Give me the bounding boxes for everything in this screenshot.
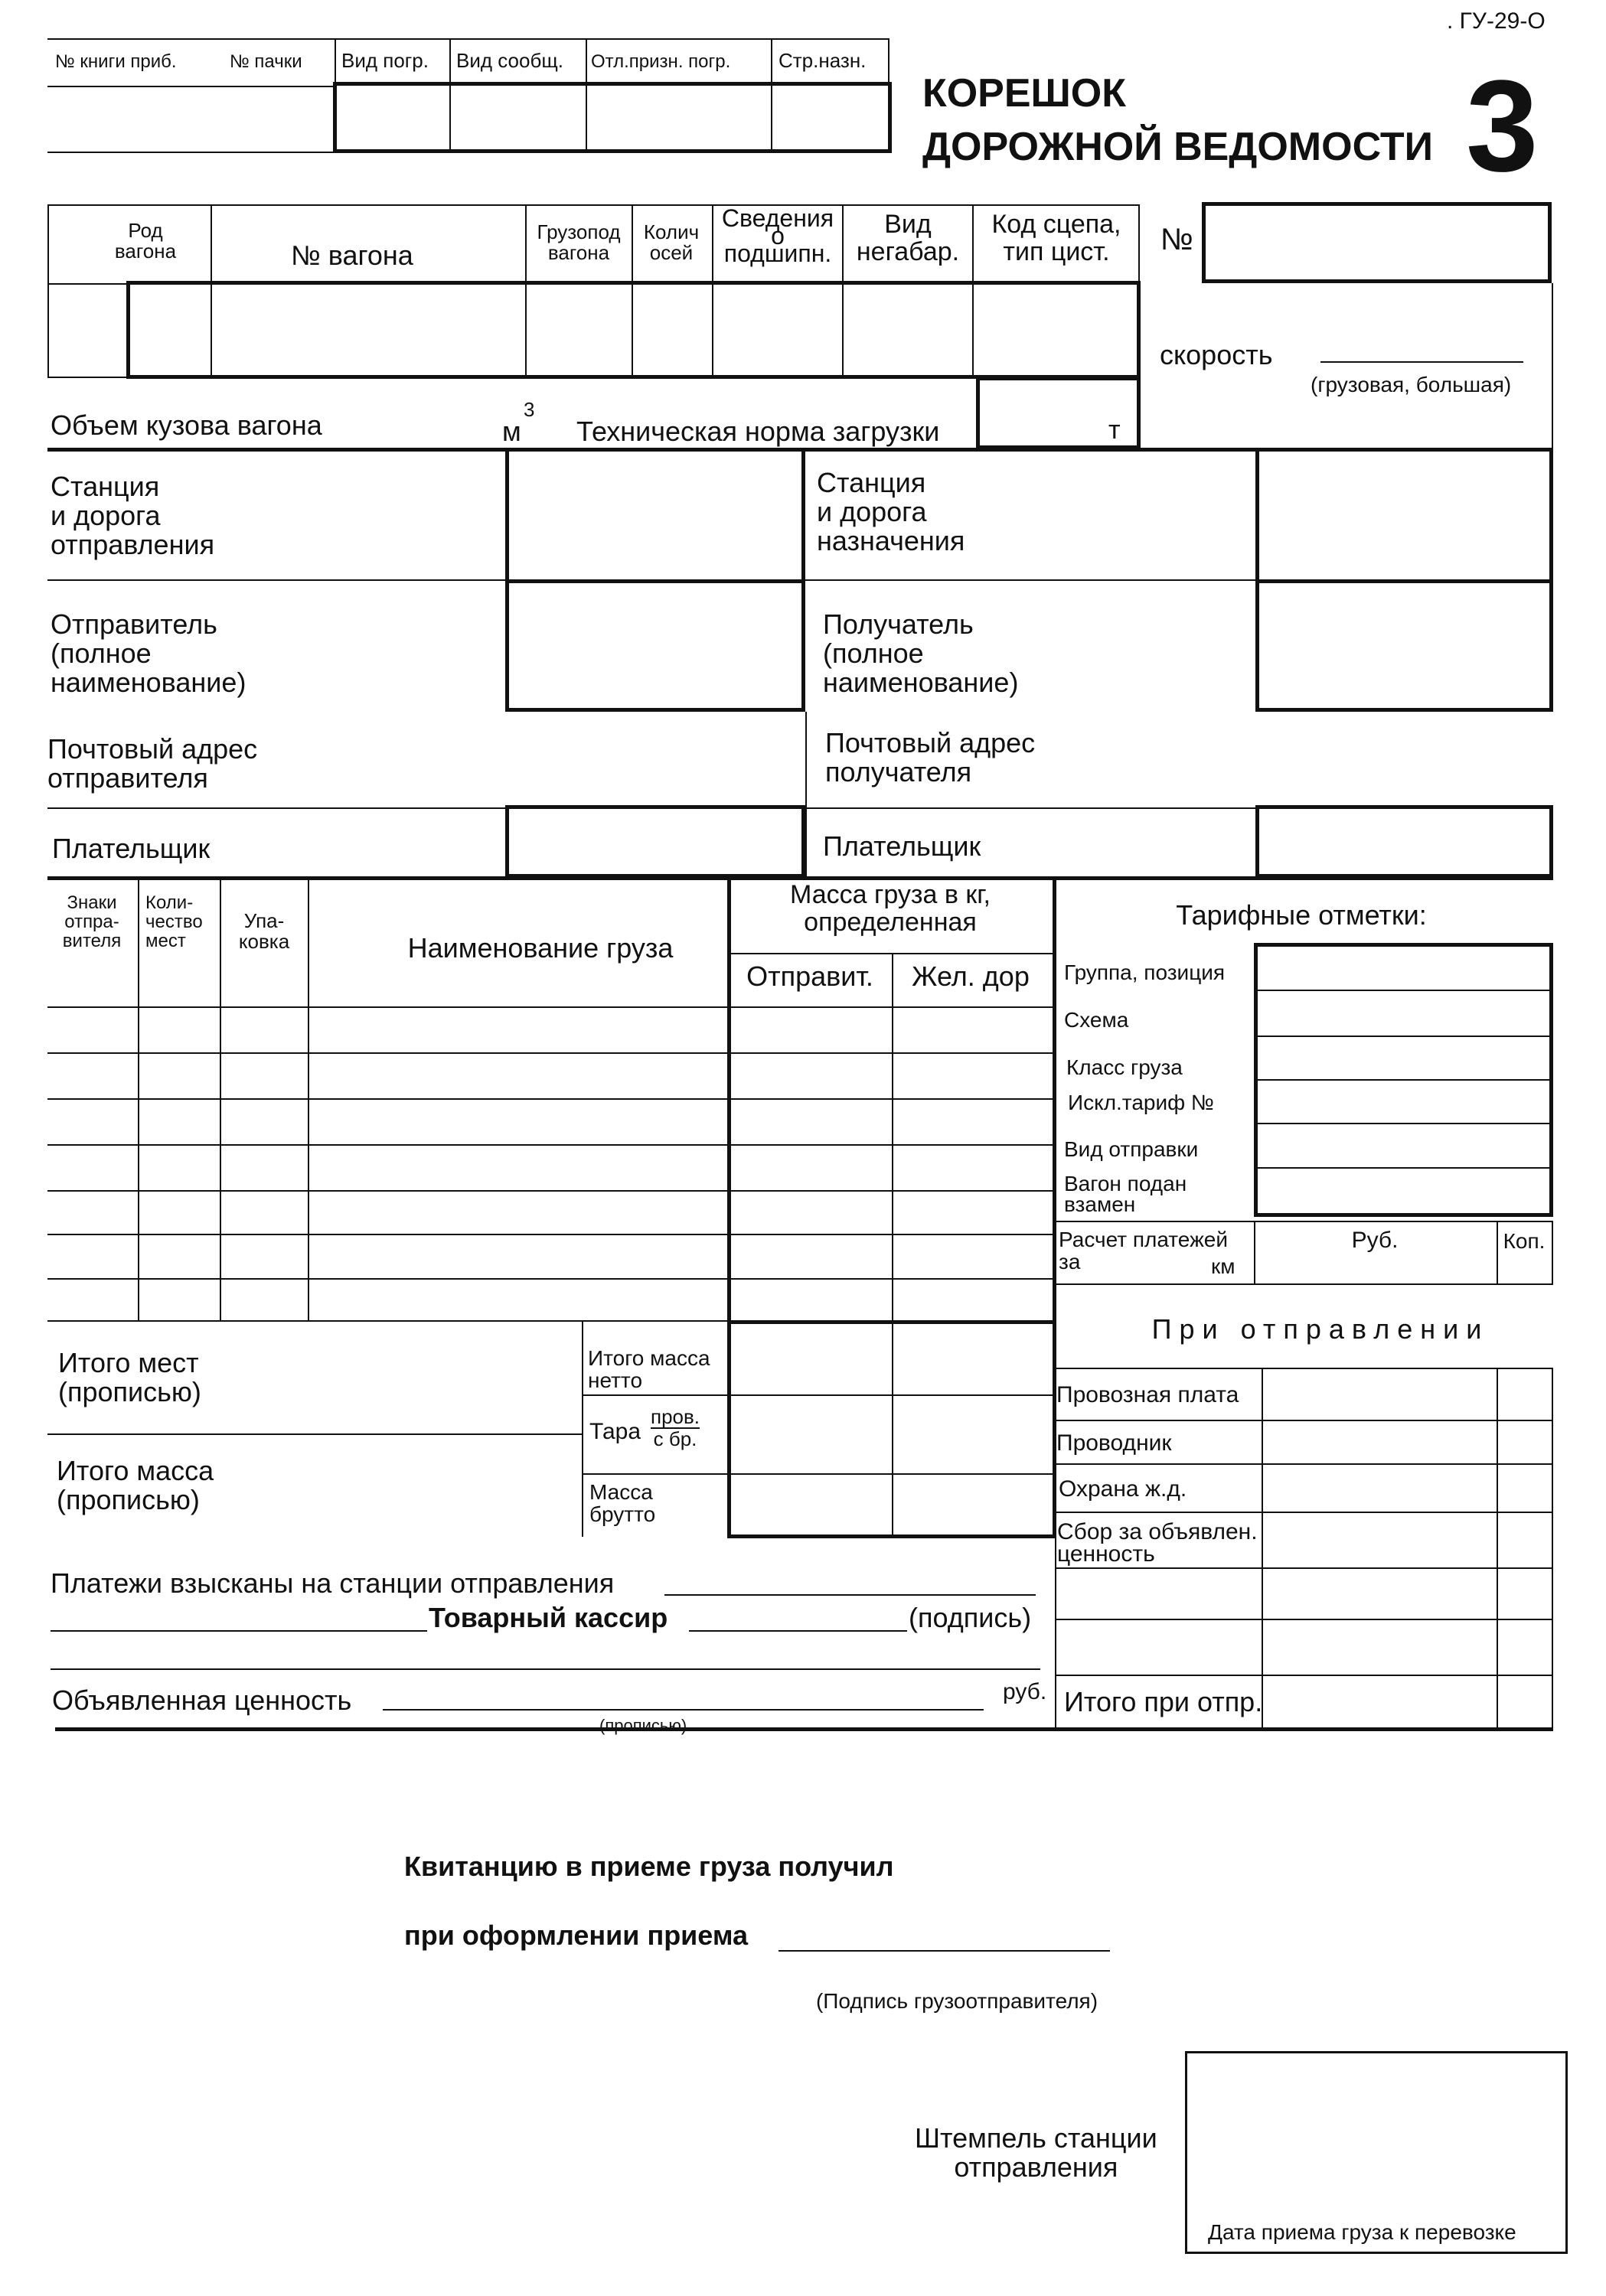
norm-label: Техническая норма загрузки xyxy=(576,416,940,447)
tariff-row-0: Группа, позиция xyxy=(1064,960,1226,984)
wagon-no-label: № вагона xyxy=(291,240,413,271)
norm-unit: т xyxy=(1108,416,1121,445)
sender-address-label: Почтовый адрес отправителя xyxy=(47,733,258,794)
volume-unit: м xyxy=(502,416,521,447)
calc-rub: Руб. xyxy=(1351,1228,1399,1253)
bearings-label: Сведения о подшипн. xyxy=(721,204,834,268)
receipt-signature-label: (Подпись грузоотправителя) xyxy=(815,1989,1098,2013)
tariff-title: Тарифные отметки: xyxy=(1176,899,1427,931)
payer-right-box[interactable] xyxy=(1255,805,1553,878)
mass-by-sender-label: Отправит. xyxy=(746,960,873,992)
departure-row-0: Провозная плата xyxy=(1056,1382,1239,1407)
oversize-label: Вид негабар. xyxy=(856,210,960,266)
declared-rub-label: руб. xyxy=(1003,1679,1047,1704)
departure-title: При отправлении xyxy=(1151,1313,1490,1345)
receiver-address-label: Почтовый адрес получателя xyxy=(825,727,1036,788)
tare-fraction xyxy=(651,1407,700,1450)
qty-label: Коли- чество мест xyxy=(145,892,203,952)
receipt-line1: Квитанцию в приеме груза получил xyxy=(404,1851,894,1882)
wagon-kind-label: Род вагона xyxy=(114,219,177,263)
book-no-label: № книги приб. xyxy=(55,51,177,72)
message-type-label: Вид сообщ. xyxy=(456,49,563,72)
receipt-line2: при оформлении приема xyxy=(404,1919,749,1951)
tariff-row-3: Искл.тариф № xyxy=(1068,1091,1214,1114)
departure-row-2: Охрана ж.д. xyxy=(1059,1476,1187,1502)
volume-label: Объем кузова вагона xyxy=(51,409,322,441)
tariff-row-1: Схема xyxy=(1064,1008,1129,1032)
gross-label: Масса брутто xyxy=(589,1480,656,1527)
payments-extra-line[interactable] xyxy=(51,1668,1040,1670)
payer-left-label: Плательщик xyxy=(52,833,211,864)
payments-collected-label: Платежи взысканы на станции отправления xyxy=(51,1567,615,1599)
speed-label: скорость xyxy=(1160,339,1273,370)
axles-label: Колич осей xyxy=(643,220,700,265)
pack-no-label: № пачки xyxy=(230,51,302,72)
stamp-label: Штемпель станции отправления xyxy=(915,2122,1157,2183)
calc-kop: Коп. xyxy=(1503,1229,1546,1253)
payer-left-box[interactable] xyxy=(505,805,805,878)
tariff-row-4: Вид отправки xyxy=(1064,1137,1199,1161)
stamp-date-label: Дата приема груза к перевозке xyxy=(1208,2220,1516,2244)
payer-right-label: Плательщик xyxy=(823,830,981,862)
declared-value-label: Объявленная ценность xyxy=(52,1684,352,1716)
tare-bottom: с бр. xyxy=(653,1427,697,1451)
total-mass-label: Итого масса (прописью) xyxy=(57,1455,214,1515)
packing-label: Упа- ковка xyxy=(238,909,290,954)
tariff-row-2: Класс груза xyxy=(1066,1055,1183,1079)
sender-label: Отправитель (полное наименование) xyxy=(51,608,246,698)
title-line2: ДОРОЖНОЙ ВЕДОМОСТИ xyxy=(922,125,1433,169)
dest-country-label: Стр.назн. xyxy=(779,49,867,72)
calc-km: км xyxy=(1211,1254,1236,1278)
load-feature-label: Отл.призн. погр. xyxy=(591,51,731,72)
title-line1: КОРЕШОК xyxy=(922,71,1126,116)
tare-top: пров. xyxy=(651,1405,700,1428)
in-words-label: (прописью) xyxy=(599,1716,687,1735)
total-net-label: Итого масса нетто xyxy=(588,1346,710,1393)
tariff-row-5: Вагон подан взамен xyxy=(1064,1172,1187,1217)
from-station-label: Станция и дорога отправления xyxy=(51,471,215,560)
receipt-signature-line[interactable] xyxy=(779,1950,1110,1952)
payments-collected-line[interactable] xyxy=(664,1594,1036,1596)
volume-unit-sup: 3 xyxy=(524,398,535,421)
capacity-label: Грузопод вагона xyxy=(537,220,621,265)
wagon-data-box[interactable] xyxy=(126,281,1141,379)
title-number: 3 xyxy=(1466,54,1539,199)
receiver-label: Получатель (полное наименование) xyxy=(823,608,1019,698)
departure-total-label: Итого при отпр. xyxy=(1064,1686,1263,1717)
form-code: . ГУ-29-О xyxy=(1447,8,1546,34)
declared-value-line[interactable] xyxy=(383,1709,984,1711)
to-station-label: Станция и дорога назначения xyxy=(817,467,965,556)
cashier-signature-line[interactable] xyxy=(689,1630,907,1632)
speed-hint: (грузовая, большая) xyxy=(1311,373,1512,396)
number-field[interactable] xyxy=(1202,202,1552,283)
cashier-name-line[interactable] xyxy=(51,1630,427,1632)
coupling-label: Код сцепа, тип цист. xyxy=(991,210,1121,266)
signature-label: (подпись) xyxy=(909,1602,1032,1633)
mass-title: Масса груза в кг, определенная xyxy=(790,880,991,937)
cargo-name-label: Наименование груза xyxy=(407,932,674,964)
number-label: № xyxy=(1160,223,1193,256)
cashier-label: Товарный кассир xyxy=(429,1602,668,1633)
tare-label: Тара xyxy=(589,1419,641,1444)
departure-row-3: Сбор за объявлен. ценность xyxy=(1057,1519,1258,1567)
calc-label: Расчет платежей за xyxy=(1059,1228,1229,1274)
speed-line[interactable] xyxy=(1320,361,1523,363)
total-places-label: Итого мест (прописью) xyxy=(58,1347,201,1407)
marks-label: Знаки отпра- вителя xyxy=(62,892,122,952)
load-type-label: Вид погр. xyxy=(341,49,429,72)
top-header-input-box[interactable] xyxy=(333,82,892,153)
mass-by-railway-label: Жел. дор xyxy=(912,960,1030,992)
departure-row-1: Проводник xyxy=(1056,1430,1172,1456)
